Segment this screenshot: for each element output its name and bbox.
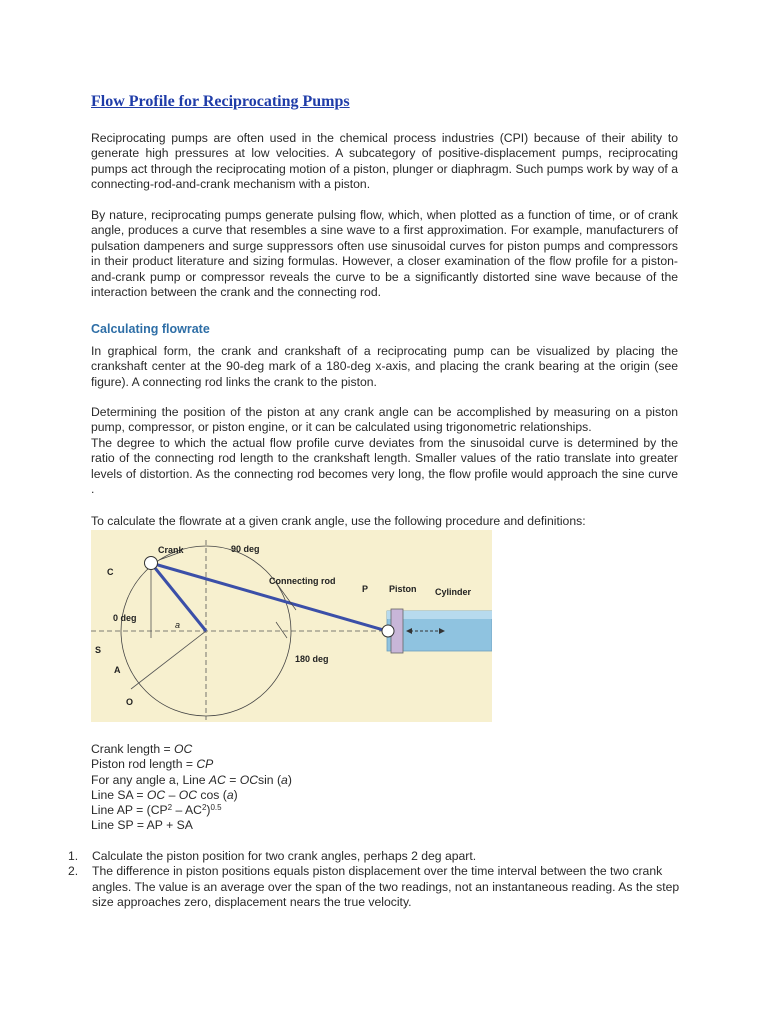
crank-diagram [91,530,492,722]
page-title: Flow Profile for Reciprocating Pumps [91,93,350,110]
formula-line-ac: For any angle a, Line AC = OCsin (a) [91,772,292,787]
piston-pin [382,625,394,637]
label-o: O [126,697,134,707]
crank-pin [145,557,158,570]
label-c: C [107,567,114,577]
section-heading: Calculating flowrate [91,322,210,336]
formula-definitions [91,742,292,834]
nature-paragraph: By nature, reciprocating pumps generate pulsing flow, which, when plotted as a function of time, or of crank angle, produces a curve that resembles a sine wave to a first approximation. For example, manufacturers of pulsation dampeners and surge suppressors often use sinusoidal curves for piston pumps and compressors in their product literature and sizing formulas. However, a closer examination of the flow profile for a piston-and-crank pump or compressor reveals the curve to be a significantly distorted sine wave because of the interaction between the crank and the connecting rod. [91,208,678,300]
label-cylinder: Cylinder [435,587,472,597]
crank-mechanism-figure [91,530,492,722]
list-item: 2. The difference in piston positions equals piston displacement over the time interval between the two crank angles. The value is an average over the span of the two readings, not an instantaneous reading. As the step size approaches zero, displacement nears the true velocity. [68,864,680,910]
formula-crank-length: Crank length = OC [91,742,193,756]
label-90-deg: 90 deg [231,544,260,554]
label-180-deg: 180 deg [295,654,329,664]
graphical-paragraph: In graphical form, the crank and crankshaft of a reciprocating pump can be visualized by placing the crankshaft center at the 90-deg mark of a 180-deg x-axis, and placing the crank bearing at the origin (see figure). A connecting rod links the crank to the piston. [91,344,678,389]
formula-piston-rod-length: Piston rod length = CP [91,757,214,772]
label-0-deg: 0 deg [113,613,137,623]
label-a-point: A [114,665,121,675]
label-piston: Piston [389,584,417,594]
formula-line-sa: Line SA = OC – OC cos (a) [91,787,238,802]
formula-line-sp: Line SP = AP + SA [91,818,193,833]
procedure-intro: To calculate the flowrate at a given crank angle, use the following procedure and definitions: [91,514,586,528]
label-s: S [95,645,102,655]
label-p: P [362,584,369,594]
formula-line-ap: Line AP = $(CP^2 - AC^2)^{0.5}$ [91,803,222,818]
label-angle-a: a [175,620,181,630]
intro-paragraph: Reciprocating pumps are often used in the chemical process industries (CPI) because of their ability to generate high pressures at low velocities. A subcategory of positive-displacement pumps, reciprocating pumps act through the reciprocating motion of a piston, plunger or diaphragm. Such pumps work by way of a connecting-rod-and-crank mechanism with a piston. [91,131,678,192]
position-paragraph: Determining the position of the piston at any crank angle can be accomplished by measuring on a piston pump, compressor, or piston engine, or it can be calculated using trigonometric relationships. [91,405,678,435]
deviation-paragraph: The degree to which the actual flow profile curve deviates from the sinusoidal curve is determined by the ratio of the connecting rod length to the crankshaft length. Smaller values of the ratio translate into greater levels of distortion. As the connecting rod becomes very long, the flow profile would approach the sine curve . [91,436,678,497]
label-crank: Crank [158,545,184,555]
label-connecting-rod: Connecting rod [269,576,336,586]
list-item: 1. Calculate the piston position for two crank angles, perhaps 2 deg apart. [68,849,477,863]
procedure-steps [68,849,680,911]
